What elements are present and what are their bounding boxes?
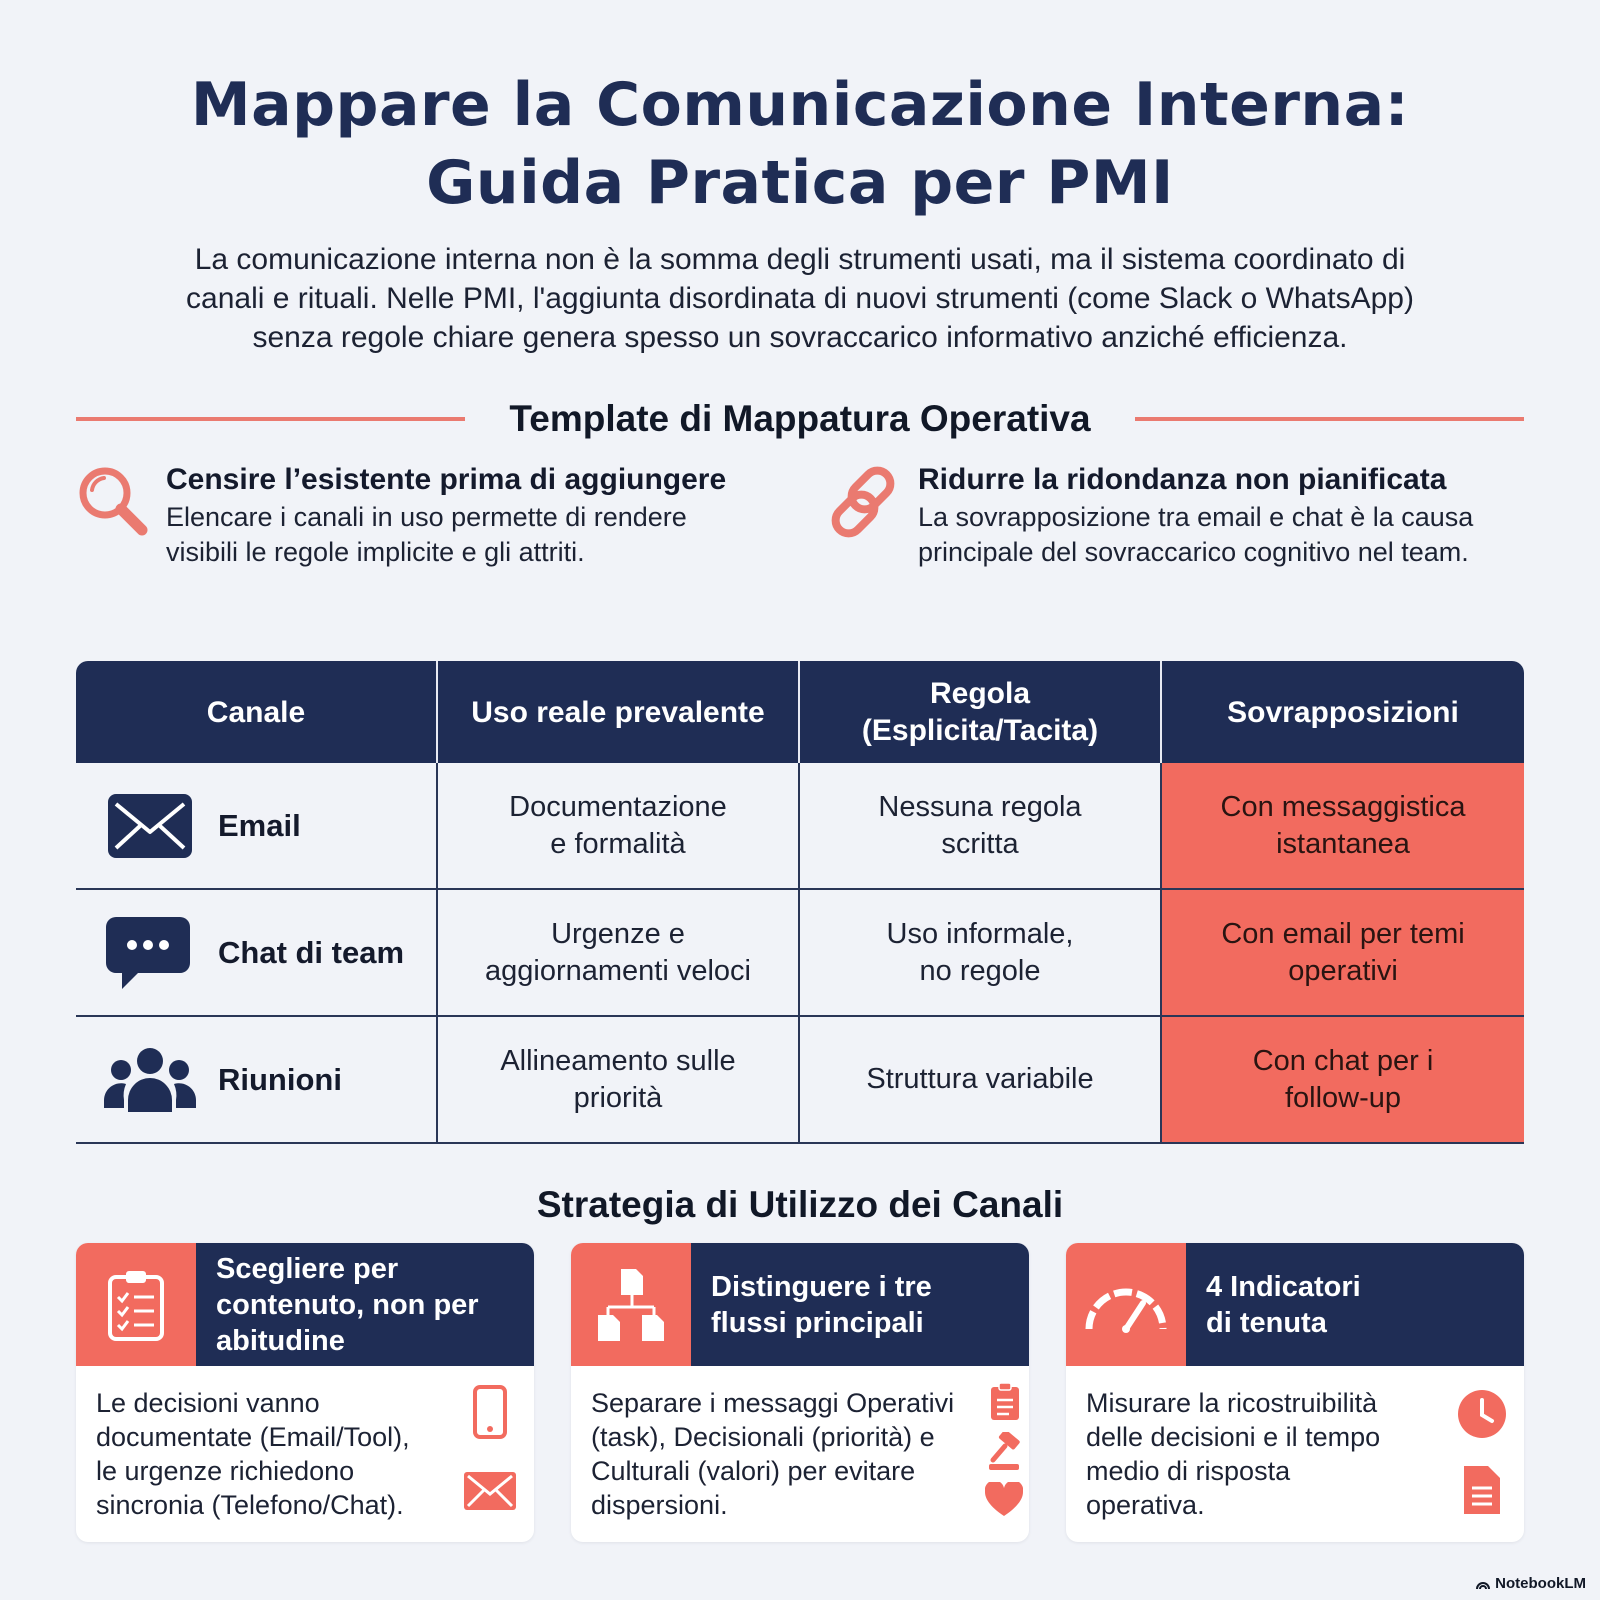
tip-line-1: Elencare i canali in uso permette di rendere [166,502,687,532]
card-title-line: contenuto, non per [216,1288,479,1321]
header-regola [800,661,1162,763]
cell-line: Nessuna regola [878,790,1082,823]
cell-line: Struttura variabile [866,1063,1094,1095]
card-body-line: operativa. [1086,1490,1205,1520]
channel-name: Chat di team [218,935,405,970]
card-title [691,1243,1029,1366]
card-body-line: Misurare la ricostruibilità [1086,1388,1378,1418]
clock-icon [1456,1388,1508,1440]
cell-uso [438,890,800,1015]
card-title-line: Distinguere i tre [711,1270,932,1303]
cell-line: Urgenze e [551,917,685,950]
intro-line-3: senza regole chiare genera spesso un sovraccarico informativo anziché efficienza. [252,321,1348,354]
card-icon-box [1066,1243,1186,1366]
strategy-card-flussi [571,1243,1029,1542]
cell-line: Con email per temi [1221,917,1465,950]
header-uso: Uso reale prevalente [438,661,800,763]
card-body-line: delle decisioni e il tempo [1086,1422,1381,1452]
mapping-table [76,661,1524,1144]
heart-icon [985,1482,1023,1518]
table-header-row [76,661,1524,763]
section-rule-left [76,417,465,421]
title-line-1: Mappare la Comunicazione Interna: [190,70,1410,140]
header-regola-line-1: Regola [929,677,1031,710]
cell-line: operativi [1288,954,1398,987]
cell-channel [76,1017,438,1142]
people-group-icon [104,1044,196,1116]
strategy-card-indicatori [1066,1243,1524,1542]
section-header-template [76,394,1524,444]
card-title-line: 4 Indicatori [1206,1270,1361,1303]
card-body [76,1366,534,1522]
tip-line-1: La sovrapposizione tra email e chat è la causa [918,502,1474,532]
cell-overlap [1162,763,1524,888]
cell-line: Uso informale, [886,917,1074,950]
card-icon-box [571,1243,691,1366]
cell-regola [800,890,1162,1015]
chain-link-icon [826,462,906,542]
section-rule-right [1135,417,1524,421]
tip-title: Ridurre la ridondanza non pianificata [918,463,1447,496]
card-body-line: documentate (Email/Tool), [96,1422,410,1452]
cell-uso [438,1017,800,1142]
card-title-line: Scegliere per [216,1252,399,1285]
cell-channel [76,763,438,888]
page-title [0,66,1600,222]
cell-regola [800,1017,1162,1142]
card-body-line: medio di risposta [1086,1456,1291,1486]
tip-ridurre [826,462,1473,570]
card-header [571,1243,1029,1366]
speedometer-icon [1081,1277,1171,1333]
card-body-line: Culturali (valori) per evitare [591,1456,916,1486]
cell-line: Con chat per i [1252,1044,1434,1077]
tip-line-2: principale del sovraccarico cognitivo nel team. [918,537,1469,567]
cell-channel [76,890,438,1015]
cell-line: aggiornamenti veloci [485,954,751,987]
tip-censire [74,462,726,570]
card-body-line: dispersioni. [591,1490,728,1520]
table-row [76,1017,1524,1144]
envelope-icon [462,1470,518,1512]
tip-title: Censire l’esistente prima di aggiungere [166,463,727,496]
card-body-line: sincronia (Telefono/Chat). [96,1490,404,1520]
brand-label: NotebookLM [1495,1575,1586,1592]
smartphone-icon [472,1384,508,1440]
cell-line: no regole [919,954,1041,987]
card-title-line: abitudine [216,1324,345,1357]
cell-line: Allineamento sulle [500,1044,736,1077]
chat-bubble-icon [104,917,196,989]
intro-line-1: La comunicazione interna non è la somma degli strumenti usati, ma il sistema coordinato di [194,243,1406,276]
header-regola-line-2: (Esplicita/Tacita) [861,714,1099,747]
cell-line: Con messaggistica [1220,790,1466,823]
section-header-strategia [76,1180,1524,1230]
hierarchy-flow-icon [596,1267,666,1343]
strategy-card-contenuto [76,1243,534,1542]
title-line-2: Guida Pratica per PMI [426,148,1174,218]
card-body [1066,1366,1524,1522]
cell-line: istantanea [1276,827,1410,860]
cell-regola [800,763,1162,888]
document-icon [1462,1464,1502,1516]
section-title: Template di Mappatura Operativa [509,398,1091,439]
table-row [76,890,1524,1017]
cell-uso [438,763,800,888]
cell-line: e formalità [550,827,686,860]
card-body-line: le urgenze richiedono [96,1456,355,1486]
header-sovrapposizioni: Sovrapposizioni [1227,695,1459,729]
notebooklm-logo-icon [1475,1578,1491,1590]
cell-line: Documentazione [509,790,727,823]
card-icon-box [76,1243,196,1366]
card-body-line: Separare i messaggi Operativi [591,1388,955,1418]
envelope-icon [104,790,196,862]
channel-name: Email [218,808,301,843]
table-row [76,763,1524,890]
notebooklm-watermark [1475,1575,1586,1592]
card-header [1066,1243,1524,1366]
intro-paragraph [90,240,1510,357]
gavel-icon [985,1432,1023,1472]
clipboard-icon [989,1382,1021,1422]
card-body-line: Le decisioni vanno [96,1388,320,1418]
header-canale: Canale [76,661,438,763]
magnifier-icon [74,462,154,542]
cell-line: priorità [573,1081,663,1114]
card-header [76,1243,534,1366]
section-title: Strategia di Utilizzo dei Canali [536,1184,1064,1225]
cell-line: follow-up [1284,1081,1402,1114]
card-title [1186,1243,1524,1366]
card-body [571,1366,1029,1522]
cell-line: scritta [941,827,1019,860]
intro-line-2: canali e rituali. Nelle PMI, l'aggiunta disordinata di nuovi strumenti (come Slack o WhatsApp) [186,282,1414,315]
cell-overlap [1162,1017,1524,1142]
card-title-line: di tenuta [1206,1306,1327,1339]
card-title [196,1243,534,1366]
card-body-line: (task), Decisionali (priorità) e [591,1422,935,1452]
cell-overlap [1162,890,1524,1015]
tip-line-2: visibili le regole implicite e gli attriti. [166,537,585,567]
clipboard-checklist-icon [106,1269,166,1341]
card-title-line: flussi principali [711,1306,924,1339]
channel-name: Riunioni [218,1062,342,1097]
